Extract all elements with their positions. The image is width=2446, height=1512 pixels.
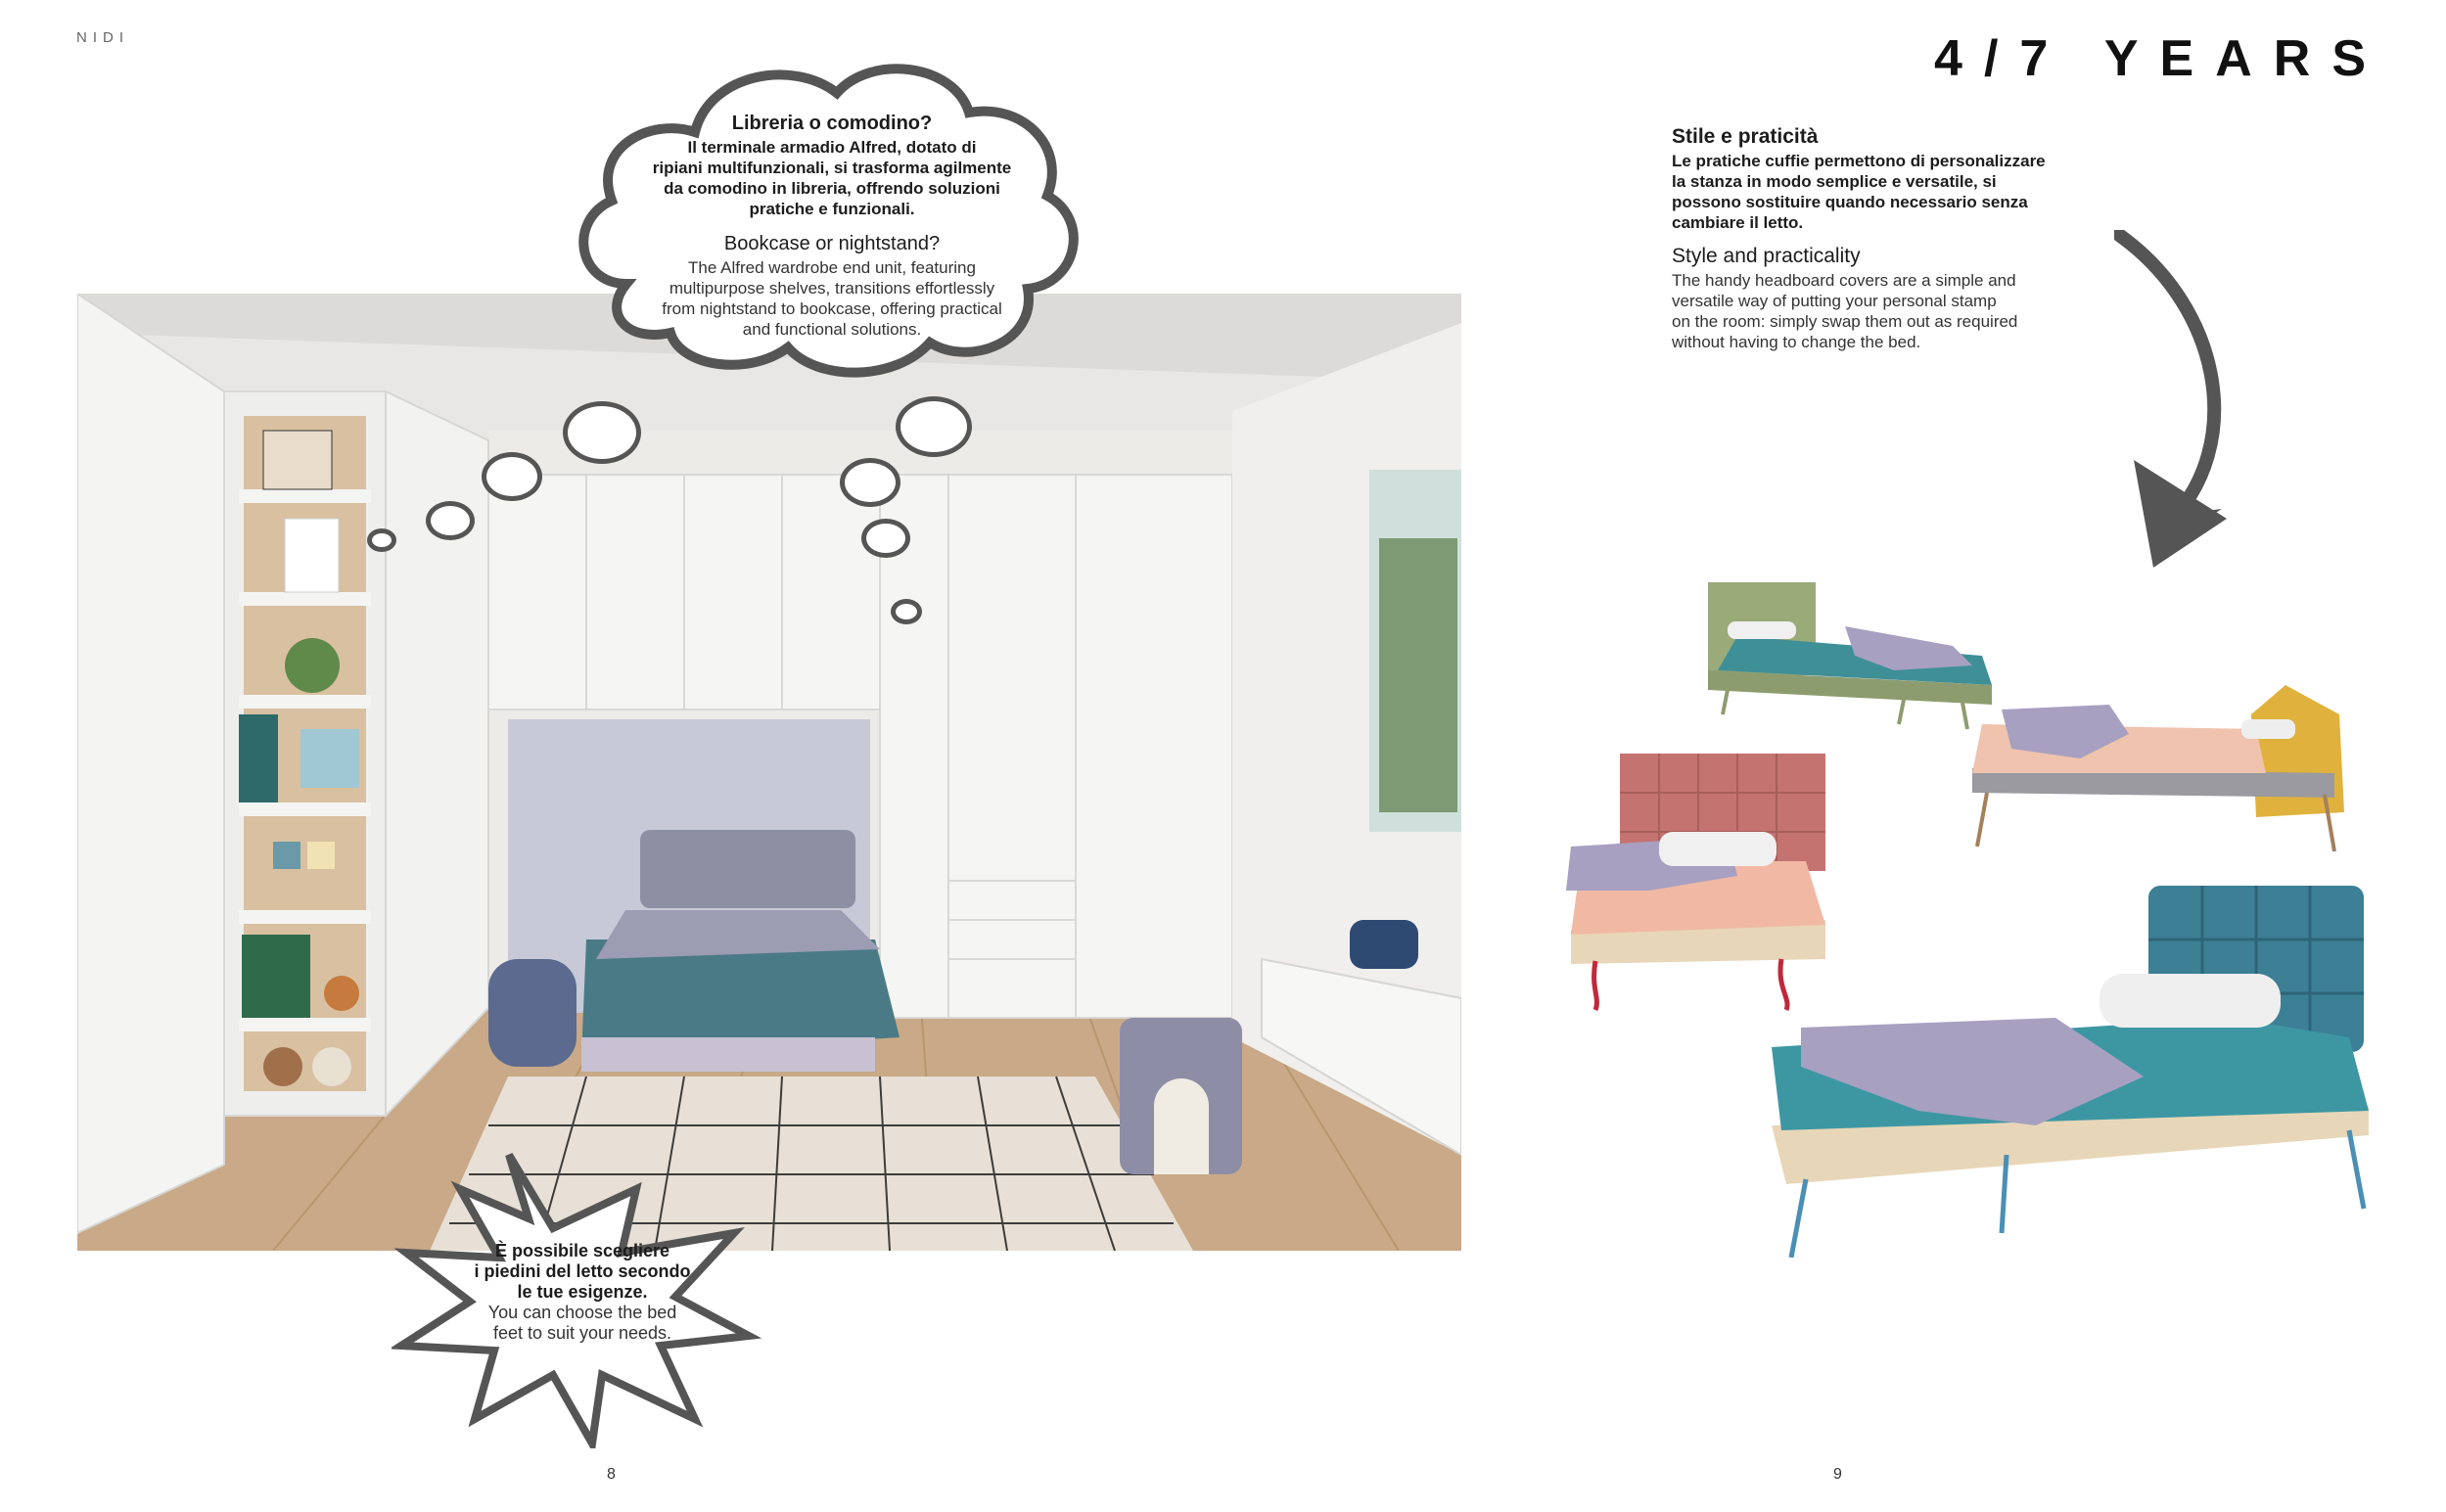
thought-bubble-text: [617, 113, 1047, 340]
thought-trail-bubble: [482, 452, 542, 501]
bed-mustard-headboard: [1962, 675, 2374, 861]
style-title-it: Stile e praticità: [1672, 125, 1819, 148]
thought-title-it: Libreria o comodino?: [731, 113, 933, 134]
thought-body-it: Il terminale armadio Alfred, dotato di ripiani multifunzionali, si trasforma agilmente da comodino in libreria, offrendo soluzioni pratiche e funzionali.: [652, 138, 1012, 218]
brand-label: NIDI: [76, 29, 129, 46]
style-body-en: The handy headboard covers are a simple and versatile way of putting your personal stamp on the room: simply swap them out as required without having to change the bed.: [1672, 271, 2018, 351]
thought-body-en: The Alfred wardrobe end unit, featuring multipurpose shelves, transitions effortlessly from nightstand to bookcase, offering practical and functional solutions.: [662, 258, 1002, 339]
thought-trail-bubble: [426, 501, 475, 540]
thought-trail-bubble: [896, 396, 972, 457]
thought-trail-bubble: [891, 599, 922, 624]
room-illustration: [77, 294, 1461, 1251]
thought-trail-bubble: [563, 401, 641, 464]
style-title-en: Style and practicality: [1672, 245, 1861, 267]
burst-it: È possibile scegliere i piedini del letto secondo le tue esigenze.: [474, 1241, 691, 1302]
style-body-it: Le pratiche cuffie permettono di personalizzare la stanza in modo semplice e versatile, si possono sostituire quando necessario senza cambiare il letto.: [1672, 152, 2046, 232]
age-range-title: 4/7 YEARS: [1934, 30, 2387, 87]
page-number-left: 8: [607, 1466, 616, 1483]
thought-title-en: Bookcase or nightstand?: [723, 233, 941, 254]
burst-en: You can choose the bed feet to suit your needs.: [487, 1303, 677, 1343]
thought-trail-bubble: [367, 528, 396, 552]
thought-trail-bubble: [861, 519, 910, 558]
page-number-right: 9: [1833, 1466, 1842, 1483]
thought-trail-bubble: [840, 458, 900, 507]
bed-blue-headboard: [1762, 881, 2388, 1258]
style-practicality-block: [1672, 125, 2132, 352]
starburst-text: [460, 1241, 705, 1344]
curved-arrow-icon: [2114, 230, 2241, 582]
room-photo: [77, 294, 1461, 1251]
